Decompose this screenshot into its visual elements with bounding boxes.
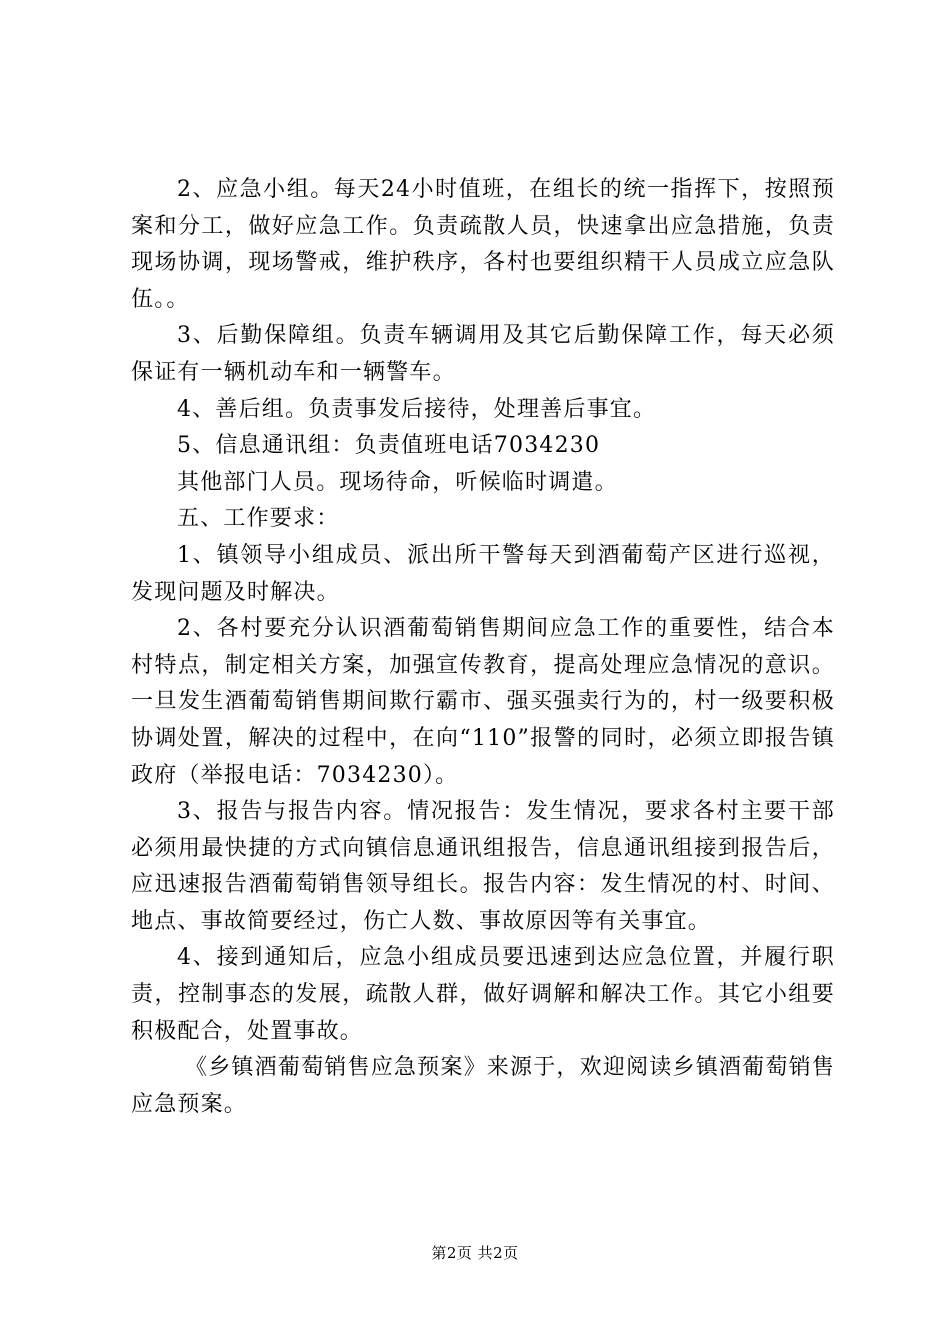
paragraph-emergency-team: 2、应急小组。每天24小时值班，在组长的统一指挥下，按照预案和分工，做好应急工作。负责疏散人员，快速拿出应急措施，负责现场协调，现场警戒，维护秩序，各村也要组织精干人员成立应急队伍。。	[131, 177, 835, 312]
paragraph-aftermath-group: 4、善后组。负责事发后接待，处理善后事宜。	[177, 396, 657, 422]
paragraph-logistics-group: 3、后勤保障组。负责车辆调用及其它后勤保障工作，每天必须保证有一辆机动车和一辆警车。	[131, 323, 835, 385]
paragraph-communication-group: 5、信息通讯组：负责值班电话7034230	[177, 433, 601, 459]
paragraph-requirement-3: 3、报告与报告内容。情况报告：发生情况，要求各村主要干部必须用最快捷的方式向镇信息通讯组报告，信息通讯组接到报告后，应迅速报告酒葡萄销售领导组长。报告内容：发生情况的村、时间、地点、事故简要经过，伤亡人数、事故原因等有关事宜。	[131, 799, 835, 934]
paragraph-source-note: 《乡镇酒葡萄销售应急预案》来源于，欢迎阅读乡镇酒葡萄销售应急预案。	[131, 1055, 835, 1117]
paragraph-requirement-1: 1、镇领导小组成员、派出所干警每天到酒葡萄产区进行巡视，发现问题及时解决。	[131, 542, 835, 605]
section-heading-work-requirements: 五、工作要求：	[177, 506, 340, 532]
document-body	[131, 172, 835, 1123]
page-footer: 第2页 共2页	[431, 1244, 519, 1262]
paragraph-requirement-4: 4、接到通知后，应急小组成员要迅速到达应急位置，并履行职责，控制事态的发展，疏散人群，做好调解和解决工作。其它小组要积极配合，处置事故。	[131, 945, 835, 1044]
paragraph-requirement-2: 2、各村要充分认识酒葡萄销售期间应急工作的重要性，结合本村特点，制定相关方案，加强宣传教育，提高处理应急情况的意识。一旦发生酒葡萄销售期间欺行霸市、强买强卖行为的，村一级要积极协调处置，解决的过程中，在向“110”报警的同时，必须立即报告镇政府（举报电话：7034230）。	[131, 616, 835, 788]
paragraph-other-departments: 其他部门人员。现场待命，听候临时调遣。	[177, 469, 618, 495]
